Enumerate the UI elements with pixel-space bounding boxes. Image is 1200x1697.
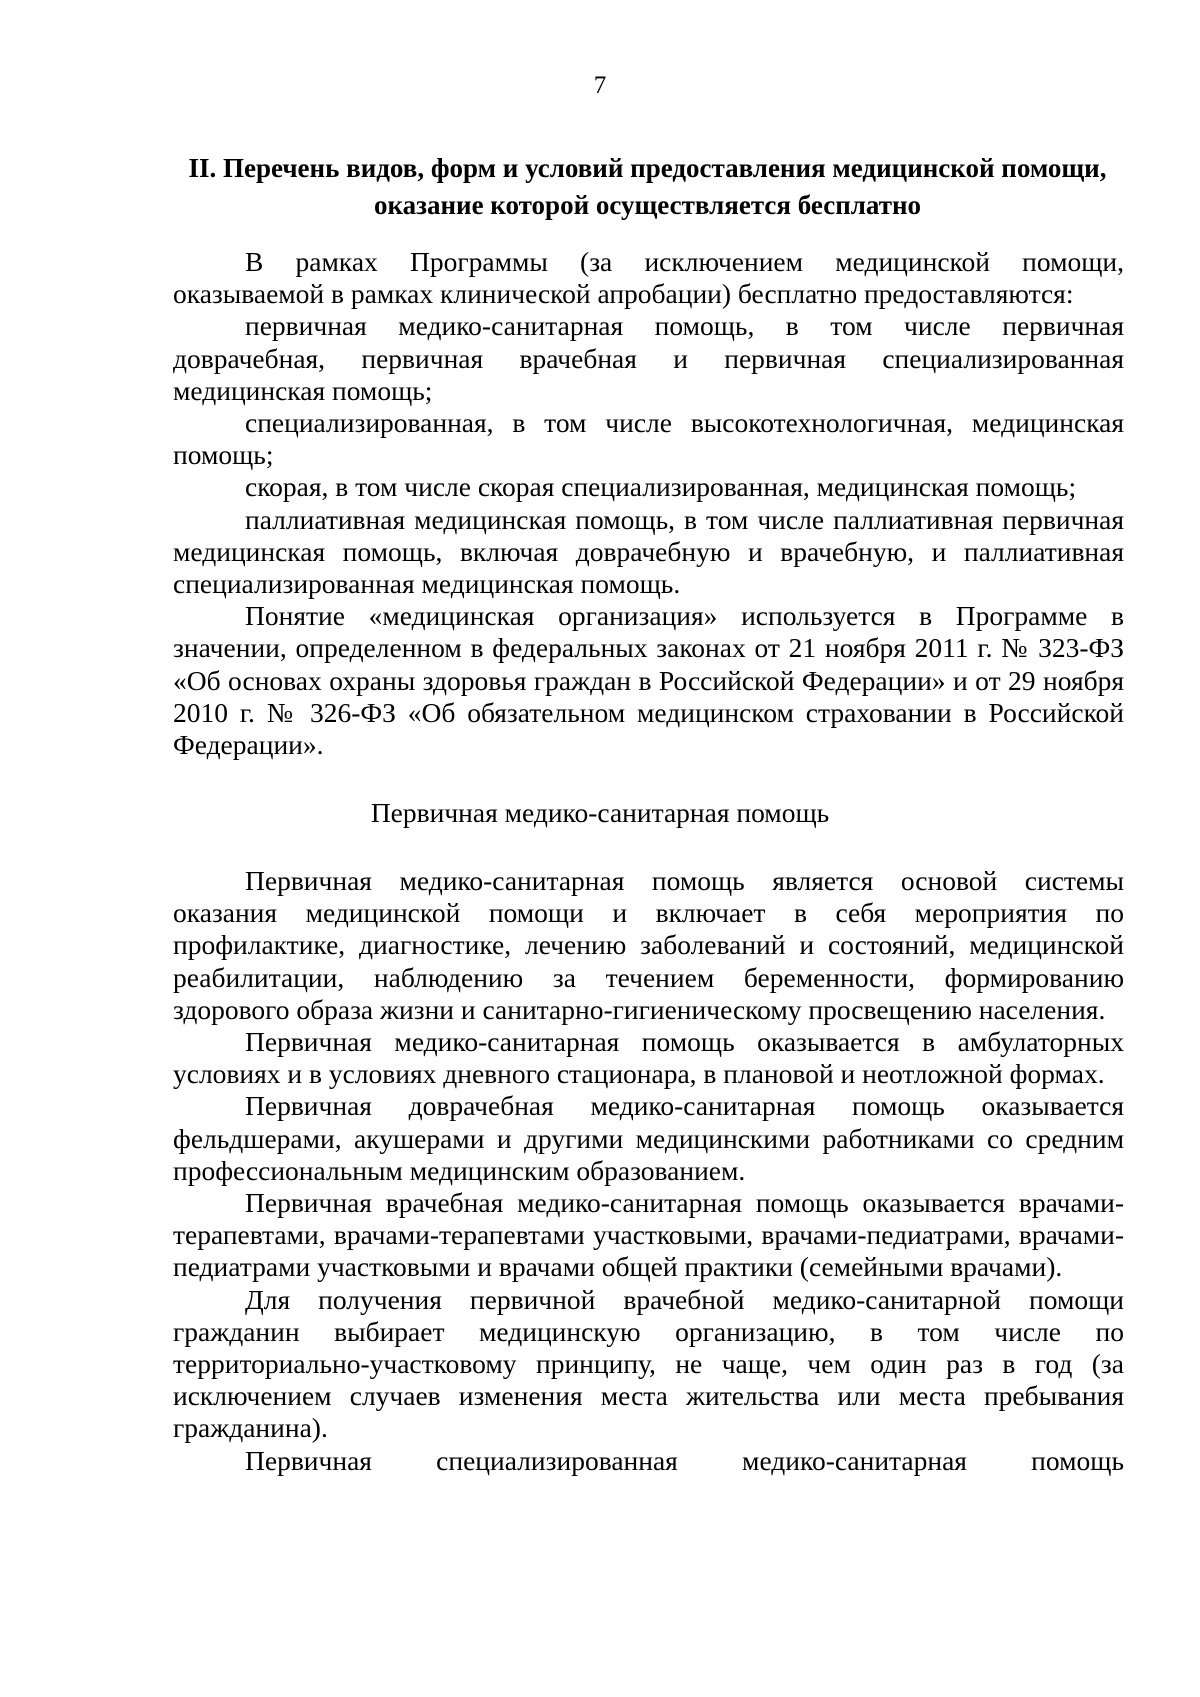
paragraph: В рамках Программы (за исключением медицинской помощи, оказываемой в рамках клинической апробации) бесплатно предоставляются:: [173, 246, 1124, 310]
page-number: 7: [593, 72, 607, 99]
paragraph: специализированная, в том числе высокотехнологичная, медицинская помощь;: [173, 407, 1124, 471]
paragraph: скорая, в том числе скорая специализированная, медицинская помощь;: [245, 471, 1077, 503]
subsection-title: Первичная медико-санитарная помощь: [370, 797, 830, 828]
paragraph: паллиативная медицинская помощь, в том числе паллиативная первичная медицинская помощь, включая доврачебную и врачебную, и паллиативная специализированная медицинская помощь.: [173, 503, 1124, 600]
paragraph: Для получения первичной врачебной медико-санитарной помощи гражданин выбирает медицинскую организацию, в том числе по территориально-участковому принципу, не чаще, чем один раз в год (за исключением случаев изменения места жительства или места пребывания гражданина).: [173, 1283, 1124, 1444]
paragraph: Первичная медико-санитарная помощь является основой системы оказания медицинской помощи и включает в себя мероприятия по профилактике, диагностике, лечению заболеваний и состояний, медицинской реабилитации, наблюдению за течением беременности, формированию здорового образа жизни и санитарно-гигиеническому просвещению населения.: [173, 865, 1124, 1025]
paragraph: Понятие «медицинская организация» используется в Программе в значении, определенном в федеральных законах от 21 ноября 2011 г. № 323-ФЗ «Об основах охраны здоровья граждан в Российской Федерации» и от 29 ноября 2010 г. № 326-ФЗ «Об обязательном медицинском страховании в Российской Федерации».: [173, 600, 1124, 761]
section-title: II. Перечень видов, форм и условий предоставления медицинской помощи, оказание которой осуществляется бесплатно: [188, 153, 1107, 220]
paragraph-continued: Первичная специализированная медико-санитарная помощь: [245, 1444, 1124, 1476]
intro-text-block: [173, 246, 1124, 761]
paragraph: первичная медико-санитарная помощь, в том числе первичная доврачебная, первичная врачебная и первичная специализированная медицинская помощь;: [173, 310, 1124, 406]
paragraph: Первичная доврачебная медико-санитарная помощь оказывается фельдшерами, акушерами и другими медицинскими работниками со средним профессиональным медицинским образованием.: [173, 1090, 1124, 1186]
paragraph: Первичная медико-санитарная помощь оказывается в амбулаторных условиях и в условиях дневного стационара, в плановой и неотложной формах.: [173, 1026, 1124, 1090]
paragraph: Первичная врачебная медико-санитарная помощь оказывается врачами-терапевтами, врачами-терапевтами участковыми, врачами-педиатрами, врачами-педиатрами участковыми и врачами общей практики (семейными врачами).: [173, 1187, 1124, 1283]
subsection-text-block: [173, 865, 1124, 1477]
